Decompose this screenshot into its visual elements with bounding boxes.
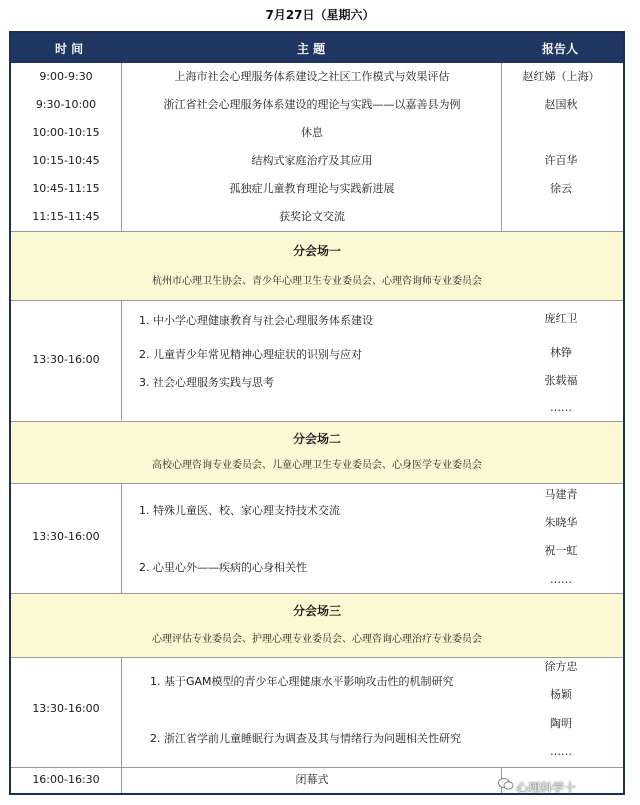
row-topic: 上海市社会心理服务体系建设之社区工作模式与效果评估	[174, 70, 450, 83]
session-speaker: 朱晓华	[544, 516, 578, 529]
session-time: 13:30-16:00	[32, 702, 100, 715]
row-speaker: 徐云	[550, 182, 572, 195]
column-divider	[121, 300, 122, 420]
session-speaker: ……	[550, 573, 572, 586]
row-time: 9:00-9:30	[39, 70, 93, 83]
row-speaker: 赵国秋	[544, 98, 578, 111]
column-divider	[121, 657, 122, 767]
session-item: 1. 中小学心理健康教育与社会心理服务体系建设	[139, 314, 373, 327]
column-divider	[501, 63, 502, 231]
session-item: 2. 浙江省学前儿童睡眠行为调查及其与情绪行为问题相关性研究	[150, 732, 461, 745]
row-speaker: 许百华	[544, 154, 578, 167]
row-time: 11:15-11:45	[32, 210, 100, 223]
row-topic: 浙江省社会心理服务体系建设的理论与实践——以嘉善县为例	[163, 98, 461, 111]
session-title: 分会场二	[292, 432, 341, 446]
session-speaker: 马建青	[544, 488, 578, 501]
session-item: 2. 心里心外——疾病的心身相关性	[139, 561, 307, 574]
row-time: 10:00-10:15	[32, 126, 100, 139]
session-item: 1. 特殊儿童医、校、家心理支持技术交流	[139, 504, 340, 517]
session-organizers: 心理评估专业委员会、护理心理专业委员会、心理咨询心理治疗专业委员会	[152, 634, 482, 645]
table-header	[11, 33, 623, 63]
row-divider	[11, 767, 623, 768]
session-organizers: 杭州市心理卫生协会、青少年心理卫生专业委员会、心理咨询师专业委员会	[152, 276, 482, 287]
session-item: 1. 基于GAM模型的青少年心理健康水平影响攻击性的机制研究	[150, 675, 454, 688]
column-divider	[121, 483, 122, 593]
session-item: 3. 社会心理服务实践与思考	[139, 376, 274, 389]
session-speaker: 张载福	[544, 374, 578, 387]
row-time: 9:30-10:00	[35, 98, 97, 111]
row-time: 10:45-11:15	[32, 182, 100, 195]
session-band	[11, 231, 623, 301]
row-topic: 获奖论文交流	[279, 210, 345, 223]
row-topic: 孤独症儿童教育理论与实践新进展	[229, 182, 395, 195]
session-speaker: ……	[550, 745, 572, 758]
session-title: 分会场三	[292, 604, 341, 618]
watermark: 心理科学十	[516, 781, 577, 795]
session-organizers: 高校心理咨询专业委员会、儿童心理卫生专业委员会、心身医学专业委员会	[152, 460, 482, 471]
session-band	[11, 593, 623, 658]
session-speaker: 林铮	[550, 346, 572, 359]
header-speaker: 报告人	[542, 42, 579, 56]
row-topic: 休息	[301, 126, 323, 139]
session-band	[11, 421, 623, 484]
row-speaker: 赵红娣（上海）	[522, 70, 600, 83]
session-time: 13:30-16:00	[32, 530, 100, 543]
session-speaker: 祝一虹	[544, 544, 578, 557]
session-speaker: ……	[550, 401, 572, 414]
column-divider	[121, 63, 122, 231]
schedule-table	[9, 31, 625, 795]
wechat-icon	[498, 777, 514, 791]
session-speaker: 庞红卫	[544, 312, 578, 325]
session-time: 13:30-16:00	[32, 353, 100, 366]
row-time: 10:15-10:45	[32, 154, 100, 167]
session-speaker: 徐方忠	[544, 660, 578, 673]
session-speaker: 陶明	[550, 717, 572, 730]
session-speaker: 杨颖	[550, 688, 572, 701]
session-item: 2. 儿童青少年常见精神心理症状的识别与应对	[139, 348, 362, 361]
row-topic: 结构式家庭治疗及其应用	[251, 154, 373, 167]
closing-time: 16:00-16:30	[32, 773, 100, 786]
closing-topic: 闭幕式	[295, 773, 329, 786]
header-topic: 主 题	[297, 42, 326, 56]
header-time: 时 间	[55, 42, 84, 56]
day-title: 7月27日（星期六）	[265, 8, 375, 22]
session-title: 分会场一	[292, 244, 341, 258]
